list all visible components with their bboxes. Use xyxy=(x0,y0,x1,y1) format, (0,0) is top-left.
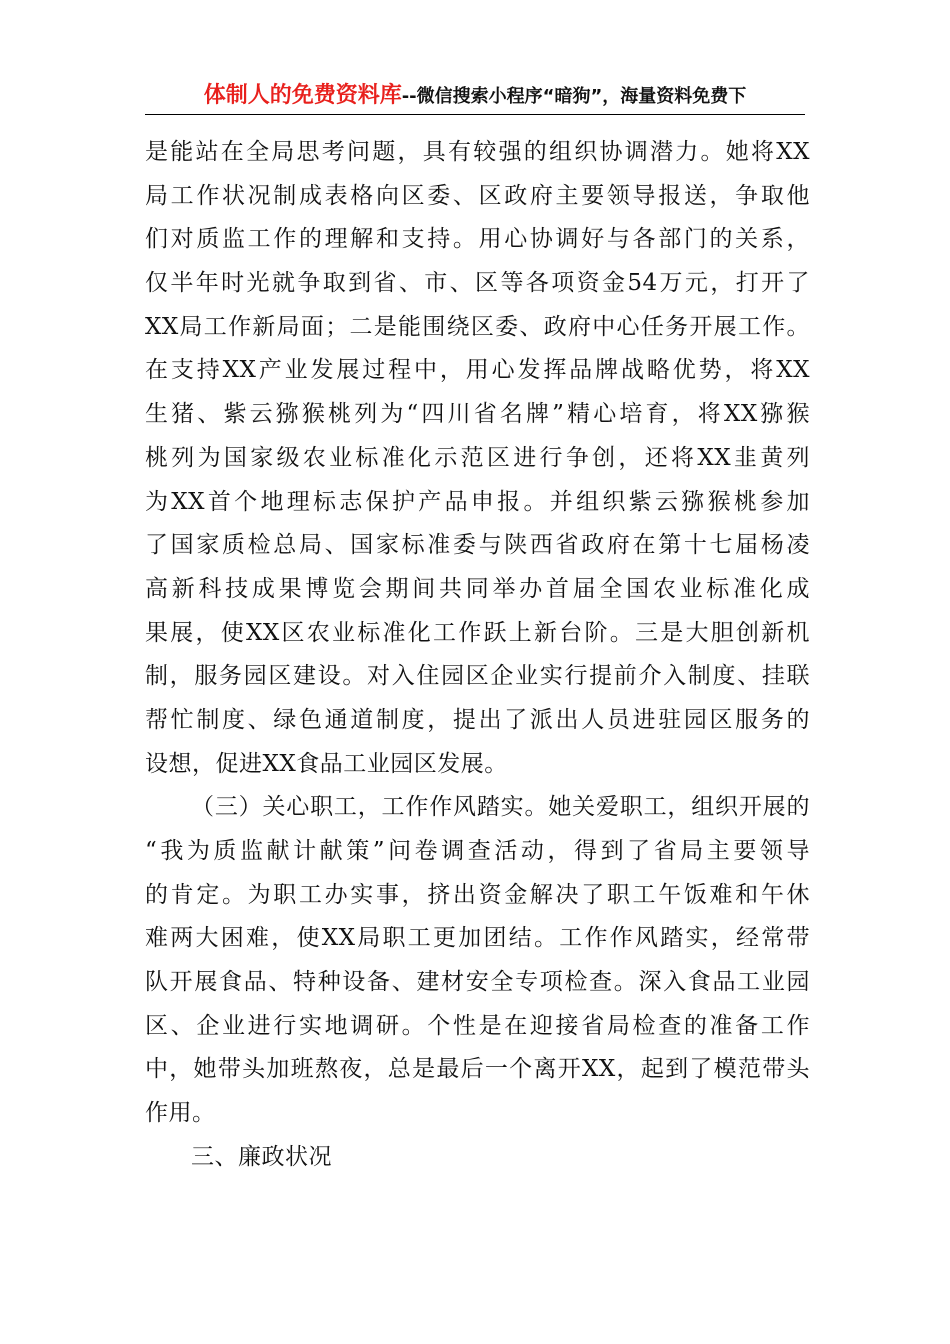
paragraph-line: XX局工作新局面；二是能围绕区委、政府中心任务开展工作。 xyxy=(145,313,810,340)
paragraph-line: 生猪、紫云猕猴桃列为“四川省名牌”精心培育，将XX猕猴 xyxy=(145,401,810,428)
paragraph-line: 桃列为国家级农业标准化示范区进行争创，还将XX韭黄列 xyxy=(145,444,810,471)
paragraph-line: 们对质监工作的理解和支持。用心协调好与各部门的关系， xyxy=(145,226,810,253)
paragraph-line: 制，服务园区建设。对入住园区企业实行提前介入制度、挂联 xyxy=(145,663,810,690)
paragraph-line: 帮忙制度、绿色通道制度，提出了派出人员进驻园区服务的 xyxy=(145,706,810,733)
paragraph-line: 高新科技成果博览会期间共同举办首届全国农业标准化成 xyxy=(145,575,810,602)
paragraph-line: 局工作状况制成表格向区委、区政府主要领导报送，争取他 xyxy=(145,182,810,209)
section-heading: 三、廉政状况 xyxy=(191,1143,332,1170)
paragraph-line: 仅半年时光就争取到省、市、区等各项资金54万元，打开了 xyxy=(145,270,810,297)
paragraph-line: 了国家质检总局、国家标准委与陕西省政府在第十七届杨凌 xyxy=(145,532,810,559)
paragraph-line: 果展，使XX区农业标准化工作跃上新台阶。三是大胆创新机 xyxy=(145,619,810,646)
page-header xyxy=(0,78,950,109)
header-tagline: --微信搜索小程序“暗狗”，海量资料免费下 xyxy=(401,86,747,107)
paragraph-line: 在支持XX产业发展过程中，用心发挥品牌战略优势，将XX xyxy=(145,357,810,384)
header-rule xyxy=(145,114,805,115)
paragraph-line: （三）关心职工，工作作风踏实。她关爱职工，组织开展的 xyxy=(191,794,810,821)
paragraph-line: 中，她带头加班熬夜，总是最后一个离开XX，起到了模范带头 xyxy=(145,1056,810,1083)
paragraph-line: 区、企业进行实地调研。个性是在迎接省局检查的准备工作 xyxy=(145,1012,810,1039)
paragraph-line: 是能站在全局思考问题，具有较强的组织协调潜力。她将XX xyxy=(145,139,810,165)
paragraph-line: 作用。 xyxy=(145,1100,216,1127)
header-brand: 体制人的免费资料库 xyxy=(203,83,402,108)
paragraph-line: 难两大困难，使XX局职工更加团结。工作作风踏实，经常带 xyxy=(145,925,810,952)
paragraph-line: 设想，促进XX食品工业园区发展。 xyxy=(145,750,508,777)
paragraph-line: 的肯定。为职工办实事，挤出资金解决了职工午饭难和午休 xyxy=(145,881,810,908)
document-body xyxy=(145,131,810,1180)
paragraph-line: 队开展食品、特种设备、建材安全专项检查。深入食品工业园 xyxy=(145,969,810,996)
paragraph-line: 为XX首个地理标志保护产品申报。并组织紫云猕猴桃参加 xyxy=(145,488,810,515)
paragraph-line: “我为质监献计献策”问卷调查活动，得到了省局主要领导 xyxy=(145,838,810,864)
